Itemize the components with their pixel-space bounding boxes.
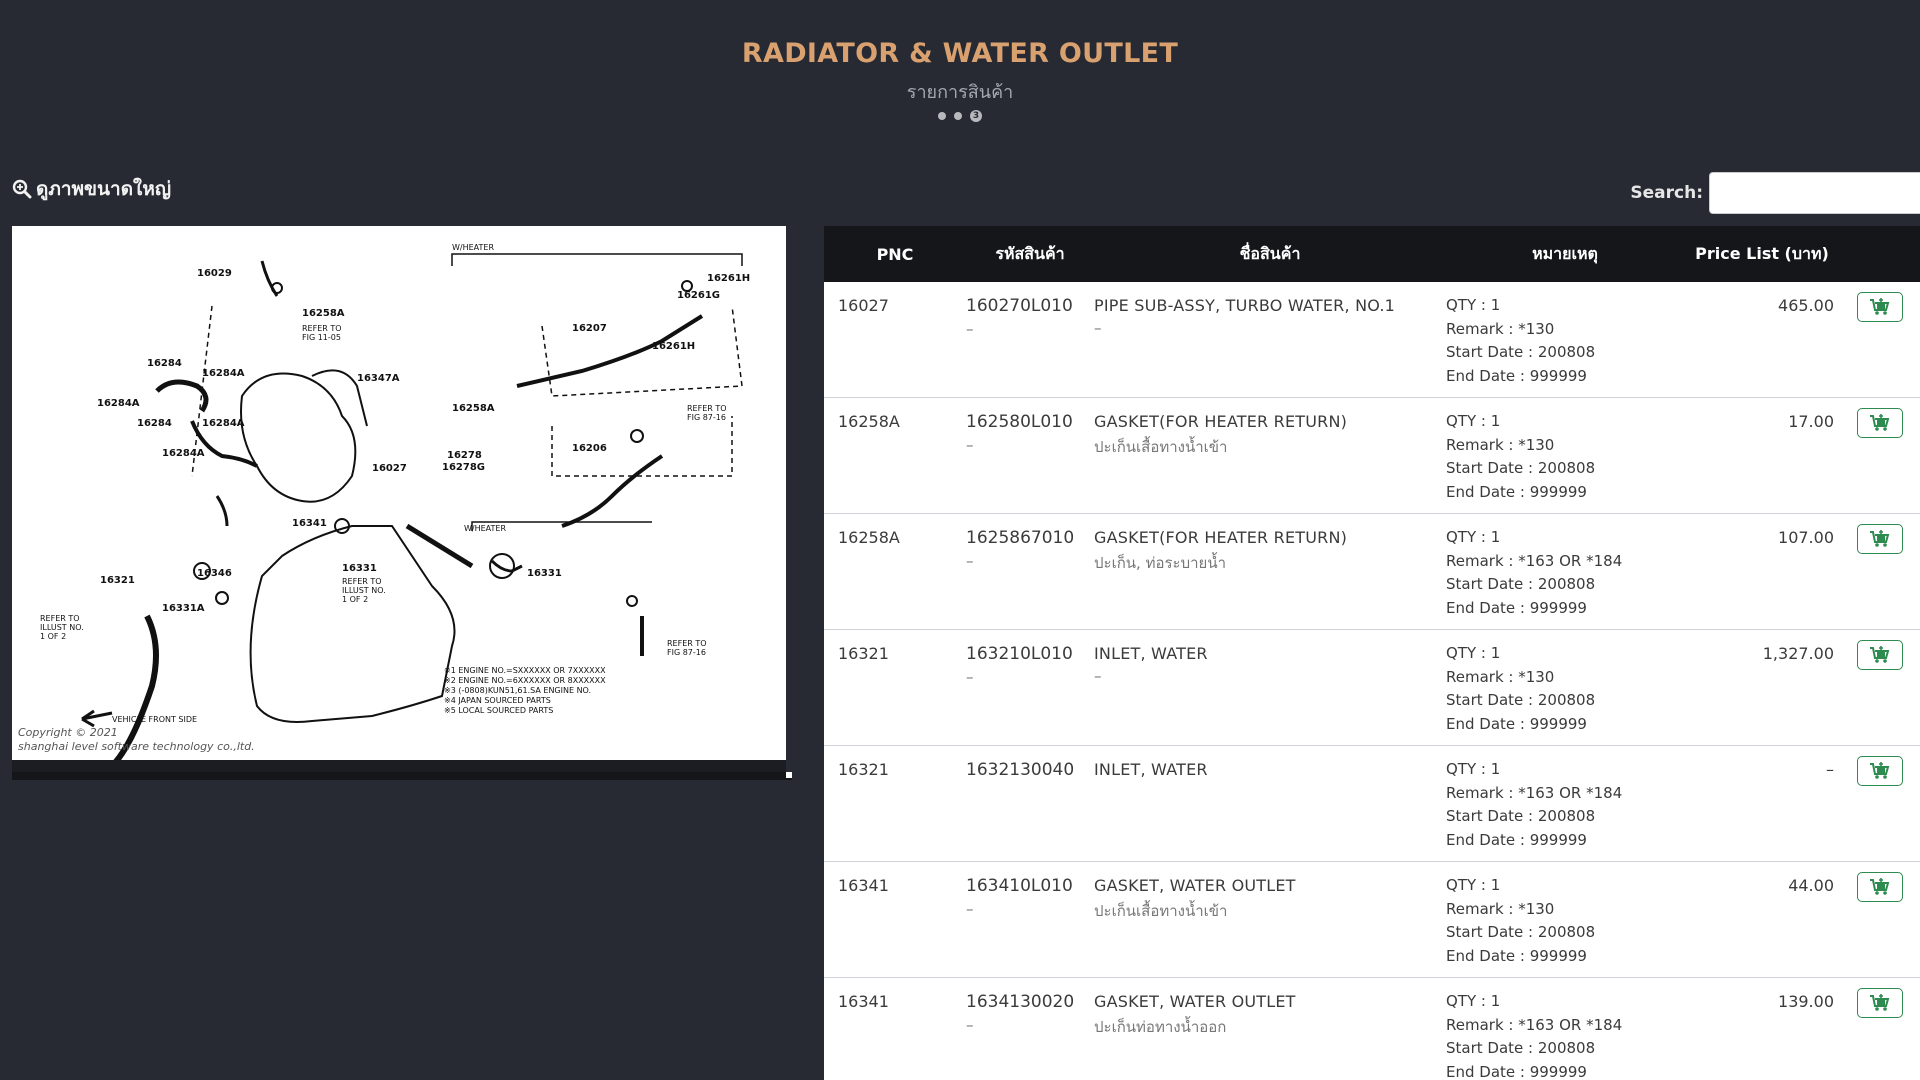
row-code	[966, 282, 1094, 397]
diagram-panel	[12, 226, 786, 780]
row-remark: Remark : *163 OR *184	[1446, 551, 1623, 570]
row-pnc: 16258A	[838, 528, 900, 547]
row-qty: QTY : 1	[1446, 412, 1501, 430]
svg-text:16347A: 16347A	[357, 373, 400, 384]
add-to-cart-button[interactable]	[1857, 408, 1903, 438]
row-start-date: Start Date : 200808	[1446, 807, 1596, 825]
row-price: 17.00	[1788, 412, 1834, 431]
add-to-cart-icon	[1869, 414, 1891, 432]
svg-text:REFER TO: REFER TO	[667, 639, 707, 648]
row-code-main: 163210L010	[966, 644, 1073, 664]
svg-text:16278G: 16278G	[442, 462, 485, 473]
row-end-date: End Date : 999999	[1446, 366, 1587, 385]
step-indicator	[0, 110, 1920, 122]
row-name	[1094, 862, 1446, 977]
svg-text:16261G: 16261G	[677, 290, 720, 301]
svg-text:16029: 16029	[197, 268, 232, 279]
row-pnc: 16321	[838, 644, 889, 663]
step-dot-current[interactable]: 3	[970, 110, 982, 122]
row-name-sub: ปะเก็น, ท่อระบายน้ำ	[1094, 554, 1226, 572]
row-code	[966, 746, 1094, 861]
svg-text:FIG 87-16: FIG 87-16	[667, 648, 706, 657]
add-to-cart-button[interactable]	[1857, 292, 1903, 322]
add-to-cart-icon	[1869, 762, 1891, 780]
col-code[interactable]: รหัสสินค้า	[995, 243, 1065, 263]
add-to-cart-button[interactable]	[1857, 988, 1903, 1018]
add-to-cart-button[interactable]	[1857, 872, 1903, 902]
row-name-sub: ปะเก็นเสื้อทางน้ำเข้า	[1094, 438, 1228, 456]
row-remarks	[1446, 978, 1684, 1080]
table-row	[824, 398, 1920, 514]
copyright-line-1: Copyright © 2021	[18, 726, 118, 739]
svg-text:16207: 16207	[572, 323, 607, 334]
table-row	[824, 282, 1920, 398]
svg-text:REFER TO: REFER TO	[687, 404, 727, 413]
row-qty: QTY : 1	[1446, 296, 1501, 314]
svg-text:※5 LOCAL SOURCED PARTS: ※5 LOCAL SOURCED PARTS	[444, 706, 554, 715]
row-code-sub: –	[966, 552, 974, 570]
step-dot-1[interactable]	[938, 112, 946, 120]
row-code-main: 1632130040	[966, 760, 1075, 780]
page-title: RADIATOR & WATER OUTLET	[741, 38, 1179, 69]
parts-diagram[interactable]	[12, 226, 786, 760]
diagram-copyright	[18, 726, 255, 754]
row-name-main: INLET, WATER	[1094, 644, 1208, 663]
table-row	[824, 862, 1920, 978]
row-action	[1840, 398, 1920, 513]
svg-text:16284A: 16284A	[162, 448, 205, 459]
row-action	[1840, 978, 1920, 1080]
svg-text:ILLUST NO.: ILLUST NO.	[40, 623, 84, 632]
svg-text:16284A: 16284A	[202, 368, 245, 379]
row-qty: QTY : 1	[1446, 992, 1501, 1010]
add-to-cart-icon	[1869, 298, 1891, 316]
svg-text:16206: 16206	[572, 443, 607, 454]
row-start-date: Start Date : 200808	[1446, 691, 1596, 709]
row-action	[1840, 514, 1920, 629]
view-large-image-link[interactable]	[12, 174, 171, 204]
row-remarks	[1446, 862, 1684, 977]
table-row	[824, 514, 1920, 630]
row-qty: QTY : 1	[1446, 760, 1501, 778]
row-pnc: 16321	[838, 760, 889, 779]
row-action	[1840, 282, 1920, 397]
row-end-date: End Date : 999999	[1446, 714, 1587, 733]
svg-text:ILLUST NO.: ILLUST NO.	[342, 586, 386, 595]
row-name	[1094, 514, 1446, 629]
row-action	[1840, 630, 1920, 745]
row-end-date: End Date : 999999	[1446, 830, 1587, 849]
row-pnc: 16341	[838, 876, 889, 895]
svg-text:16258A: 16258A	[302, 308, 345, 319]
copyright-line-2: shanghai level software technology co.,ltd.	[18, 740, 255, 753]
svg-text:VEHICLE FRONT SIDE: VEHICLE FRONT SIDE	[112, 715, 198, 724]
col-price[interactable]: Price List (บาท)	[1695, 243, 1829, 263]
add-to-cart-icon	[1869, 878, 1891, 896]
row-name-main: GASKET, WATER OUTLET	[1094, 876, 1296, 895]
row-qty: QTY : 1	[1446, 876, 1501, 894]
step-dot-2[interactable]	[954, 112, 962, 120]
row-code-sub: –	[966, 320, 974, 338]
row-start-date: Start Date : 200808	[1446, 1039, 1596, 1057]
row-start-date: Start Date : 200808	[1446, 459, 1596, 477]
row-code	[966, 978, 1094, 1080]
row-code-main: 160270L010	[966, 296, 1073, 316]
svg-text:FIG 11-05: FIG 11-05	[302, 333, 341, 342]
table-header	[824, 226, 1920, 282]
col-name[interactable]: ชื่อสินค้า	[1239, 243, 1301, 263]
svg-text:16331: 16331	[527, 568, 562, 579]
row-remarks	[1446, 398, 1684, 513]
row-code	[966, 862, 1094, 977]
row-name-sub: –	[1094, 319, 1102, 337]
svg-text:16261H: 16261H	[652, 341, 696, 352]
svg-text:16346: 16346	[197, 568, 232, 579]
row-name	[1094, 746, 1446, 861]
row-name-sub: ปะเก็นท่อทางน้ำออก	[1094, 1018, 1227, 1036]
add-to-cart-icon	[1869, 994, 1891, 1012]
row-name-sub: –	[1094, 667, 1102, 685]
row-end-date: End Date : 999999	[1446, 482, 1587, 501]
svg-text:1 OF 2: 1 OF 2	[40, 632, 67, 641]
row-name-main: INLET, WATER	[1094, 760, 1208, 779]
row-name-main: PIPE SUB-ASSY, TURBO WATER, NO.1	[1094, 296, 1396, 315]
row-price: 107.00	[1778, 528, 1834, 547]
svg-text:W/HEATER: W/HEATER	[452, 243, 495, 252]
row-name-main: GASKET, WATER OUTLET	[1094, 992, 1296, 1011]
row-action	[1840, 862, 1920, 977]
svg-text:16261H: 16261H	[707, 273, 751, 284]
row-remark: Remark : *163 OR *184	[1446, 1015, 1623, 1034]
row-price: 1,327.00	[1762, 644, 1834, 663]
row-remark: Remark : *130	[1446, 319, 1555, 338]
parts-table	[824, 226, 1920, 1080]
row-end-date: End Date : 999999	[1446, 1062, 1587, 1080]
row-code-sub: –	[966, 436, 974, 454]
row-end-date: End Date : 999999	[1446, 598, 1587, 617]
search-label: Search:	[1630, 183, 1703, 203]
zoom-in-icon	[12, 179, 32, 199]
row-remarks	[1446, 282, 1684, 397]
row-start-date: Start Date : 200808	[1446, 923, 1596, 941]
page-subtitle: รายการสินค้า	[906, 82, 1014, 103]
row-remarks	[1446, 746, 1684, 861]
view-large-image-label: ดูภาพขนาดใหญ่	[36, 178, 172, 200]
row-price: 139.00	[1778, 992, 1834, 1011]
svg-text:16341: 16341	[292, 518, 327, 529]
row-start-date: Start Date : 200808	[1446, 343, 1596, 361]
row-name	[1094, 978, 1446, 1080]
search-input[interactable]	[1709, 172, 1920, 214]
row-name	[1094, 630, 1446, 745]
row-start-date: Start Date : 200808	[1446, 575, 1596, 593]
row-code-main: 1625867010	[966, 528, 1075, 548]
row-name-main: GASKET(FOR HEATER RETURN)	[1094, 412, 1348, 431]
add-to-cart-icon	[1869, 646, 1891, 664]
svg-text:16284: 16284	[137, 418, 172, 429]
row-action	[1840, 746, 1920, 861]
svg-text:FIG 87-16: FIG 87-16	[687, 413, 726, 422]
table-body	[824, 282, 1920, 1080]
table-row	[824, 630, 1920, 746]
add-to-cart-button[interactable]	[1857, 524, 1903, 554]
row-price: –	[1826, 760, 1834, 779]
diagram-scrollbar[interactable]	[12, 772, 792, 780]
row-price: 44.00	[1788, 876, 1834, 895]
svg-text:※4 JAPAN SOURCED PARTS: ※4 JAPAN SOURCED PARTS	[444, 696, 551, 705]
svg-text:W/HEATER: W/HEATER	[464, 524, 507, 533]
diagram-scrollbar-end	[786, 772, 792, 778]
row-remark: Remark : *130	[1446, 435, 1555, 454]
row-name	[1094, 398, 1446, 513]
row-code-main: 1634130020	[966, 992, 1075, 1012]
row-code-main: 163410L010	[966, 876, 1073, 896]
svg-text:16321: 16321	[100, 575, 135, 586]
svg-text:16284A: 16284A	[202, 418, 245, 429]
row-code-sub: –	[966, 668, 974, 686]
row-code	[966, 630, 1094, 745]
svg-text:16284: 16284	[147, 358, 182, 369]
row-end-date: End Date : 999999	[1446, 946, 1587, 965]
row-remark: Remark : *130	[1446, 667, 1555, 686]
row-code	[966, 398, 1094, 513]
row-pnc: 16341	[838, 992, 889, 1011]
svg-text:※3 (-0808)KUN51,61.SA ENGINE N: ※3 (-0808)KUN51,61.SA ENGINE NO.	[444, 686, 592, 695]
parts-diagram-drawing	[12, 226, 786, 760]
row-remarks	[1446, 630, 1684, 745]
row-remarks	[1446, 514, 1684, 629]
svg-text:※2 ENGINE NO.=6XXXXXX OR 8XXXX: ※2 ENGINE NO.=6XXXXXX OR 8XXXXXX	[444, 676, 606, 685]
svg-text:REFER TO: REFER TO	[40, 614, 80, 623]
row-price: 465.00	[1778, 296, 1834, 315]
add-to-cart-icon	[1869, 530, 1891, 548]
svg-text:16284A: 16284A	[97, 398, 140, 409]
row-name-sub: ปะเก็นเสื้อทางน้ำเข้า	[1094, 902, 1228, 920]
svg-text:16027: 16027	[372, 463, 407, 474]
add-to-cart-button[interactable]	[1857, 640, 1903, 670]
row-pnc: 16258A	[838, 412, 900, 431]
row-pnc: 16027	[838, 296, 889, 315]
table-row	[824, 746, 1920, 862]
row-remark: Remark : *163 OR *184	[1446, 783, 1623, 802]
row-code-sub: –	[966, 900, 974, 918]
svg-text:16331A: 16331A	[162, 603, 205, 614]
table-row	[824, 978, 1920, 1080]
col-remark[interactable]: หมายเหตุ	[1532, 243, 1598, 263]
add-to-cart-button[interactable]	[1857, 756, 1903, 786]
svg-text:1 OF 2: 1 OF 2	[342, 595, 369, 604]
svg-text:REFER TO: REFER TO	[342, 577, 382, 586]
row-qty: QTY : 1	[1446, 528, 1501, 546]
row-code-sub: –	[966, 1016, 974, 1034]
svg-text:16258A: 16258A	[452, 403, 495, 414]
svg-text:REFER TO: REFER TO	[302, 324, 342, 333]
row-name	[1094, 282, 1446, 397]
row-code	[966, 514, 1094, 629]
row-remark: Remark : *130	[1446, 899, 1555, 918]
search-box	[1630, 172, 1920, 214]
col-pnc[interactable]: PNC	[876, 244, 914, 264]
svg-text:16278: 16278	[447, 450, 482, 461]
svg-text:※1 ENGINE NO.=SXXXXXX OR 7XXXX: ※1 ENGINE NO.=SXXXXXX OR 7XXXXXX	[444, 666, 606, 675]
row-code-main: 162580L010	[966, 412, 1073, 432]
row-name-main: GASKET(FOR HEATER RETURN)	[1094, 528, 1348, 547]
row-qty: QTY : 1	[1446, 644, 1501, 662]
svg-text:16331: 16331	[342, 563, 377, 574]
